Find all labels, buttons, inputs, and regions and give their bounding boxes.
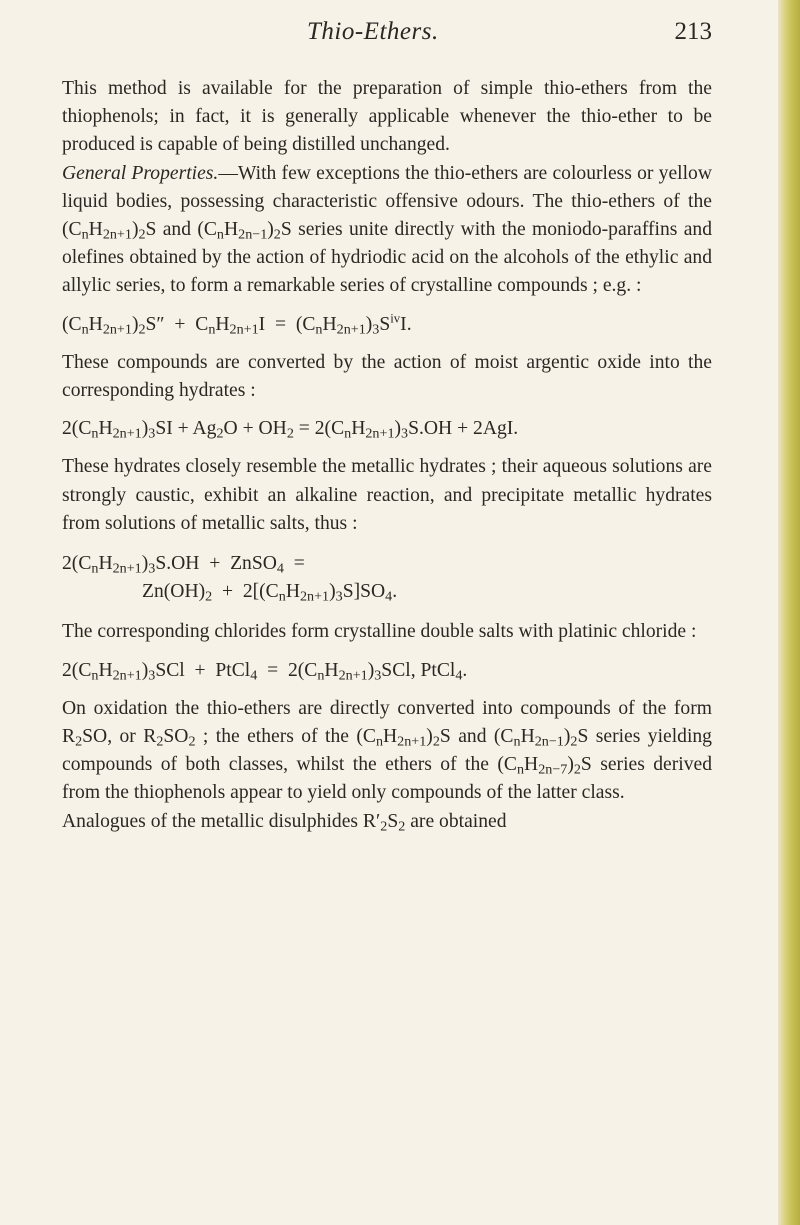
section-heading: General Properties. [62,162,219,184]
equation-1: $(C_nH_{2n+1})_2S'' + C_nH_{2n+1}I = (C_nH_{2n+1})_3S^{iv}I$. [62,310,412,338]
paragraph-6-b: ; the ethers of the [202,726,349,748]
page-number: 213 [674,18,712,45]
equation-4: $2(C_nH_{2n+1})_3SCl$ + PtCl$_4$ = $2(C_nH_{2n+1})_3SCl$, PtCl$_4$. [62,659,468,684]
paragraph-7-b: are obtained [410,810,507,832]
paragraph-2: General Properties.—With few exceptions the thio-ethers are colourless or yellow liquid bodies, possessing characteristic offensive odours. The thio-ethers of the $(C_nH_{2n+1})_2S$ and $(C_nH_{2n-1})_2S$ series unite directly with the moniodo-paraffins and olefines obtained by the action of hydriodic acid on the alcohols of the ethylic and allylic series, to form a remarkable series of crystalline compounds ; e.g. : [62,162,713,297]
paragraph-4: These hydrates closely resemble the metallic hydrates ; their aqueous solutions are strongly caustic, exhibit an alkaline reaction, and precipitate metallic hydrates from solutions of metallic salts, thus : [62,456,712,534]
body-text [62,75,712,836]
running-head: Thio-Ethers. [307,18,439,45]
page-header [62,14,712,54]
paragraph-5: The corresponding chlorides form crystalline double salts with platinic chloride : [62,621,697,643]
equation-3: $2(C_nH_{2n+1})_3S.OH$ + ZnSO$_4$ = $Zn(OH)_2 + 2[(C_nH_{2n+1})_3S]SO_4$. [62,553,398,605]
paragraph-6-and: and [458,726,487,748]
equation-2: $2(C_nH_{2n+1})_3SI + Ag_2O + OH_2 = 2(C_nH_{2n+1})_3S.OH + 2AgI$. [62,418,519,442]
paragraph-2-lead: —With few exceptions the thio-ethers are colourless or yellow liquid bodies, possessing characteristic offensive odours. The thio-ethers of the [62,162,713,212]
paragraph-7-a: Analogues of the metallic disulphides [62,810,359,832]
paragraph-7: Analogues of the metallic disulphides $R'_2S_2$ are obtained [62,810,507,835]
paragraph-2-mid: series unite directly with the moniodo-paraffins and olefines obtained by the action of hydriodic acid on the alcohols of the ethylic and allylic series, to form a remarkable series of crystalline compounds ; e.g. : [62,219,713,297]
paragraph-6-d: series derived from the thiophenols appear to yield only compounds of the latter class. [62,754,713,804]
page-edge [778,0,800,1225]
paragraph-6-c: series yielding compounds of both classes, whilst the ethers of the [62,726,712,776]
paragraph-6: On oxidation the thio-ethers are directly converted into compounds of the form $R_2SO$, or $R_2SO_2$ ; the ethers of the $(C_nH_{2n+1})_2S$ and $(C_nH_{2n-1})_2S$ series yielding compounds of both classes, whilst the ethers of the $(C_nH_{2n-7})_2S$ series derived from the thiophenols appear to yield only compounds of the latter class. [62,697,713,804]
paragraph-6-or: or [119,726,136,748]
paragraph-6-a: On oxidation the thio-ethers are directly converted into compounds of the form [62,697,712,719]
paragraph-1: This method is available for the preparation of simple thio-ethers from the thiophenols; in fact, it is generally applicable whenever the thio-ether to be produced is capable of being distilled unchanged. [62,78,712,156]
paragraph-3: These compounds are converted by the action of moist argentic oxide into the corresponding hydrates : [62,351,712,402]
paragraph-2-and: and [162,219,192,241]
